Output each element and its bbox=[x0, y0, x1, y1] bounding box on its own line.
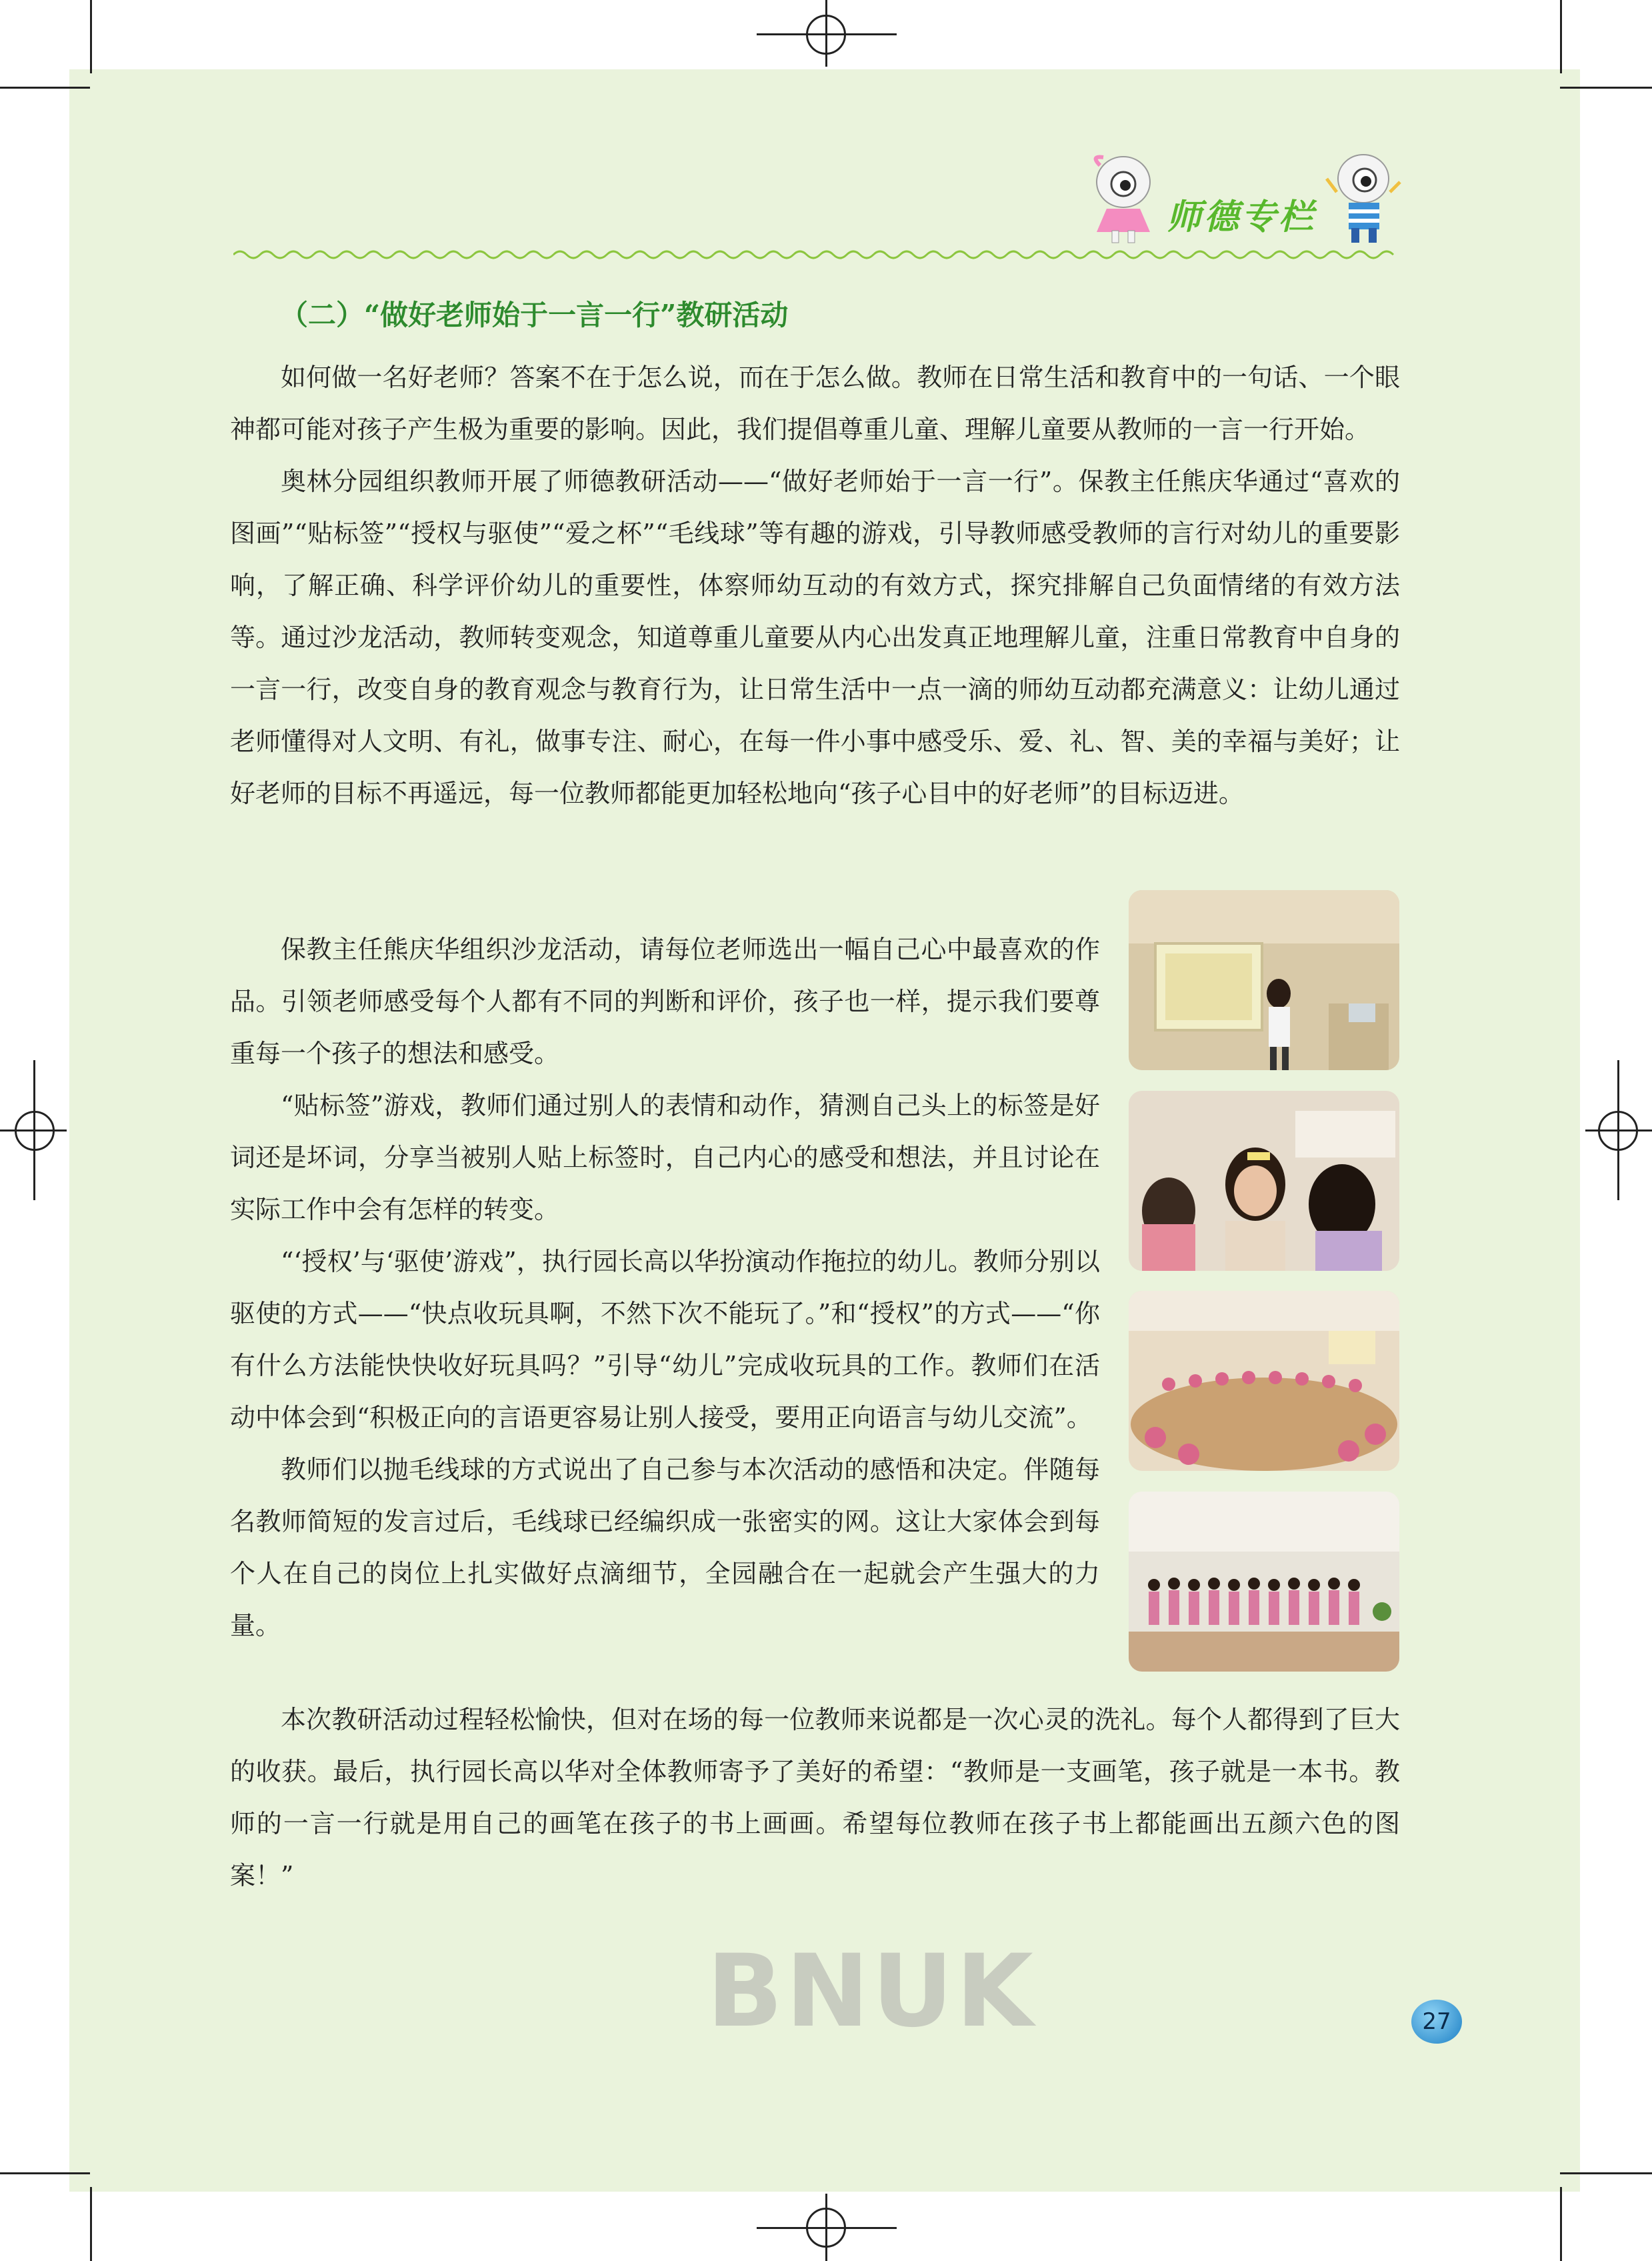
paragraph-7: 本次教研活动过程轻松愉快，但对在场的每一位教师来说都是一次心灵的洗礼。每个人都得到了巨大的收获。最后，执行园长高以华对全体教师寄予了美好的希望：“教师是一支画笔，孩子就是一本书。教师的一言一行就是用自己的画笔在孩子的书上画画。希望每位教师在孩子书上都能画出五颜六色的图案！” bbox=[230, 1705, 1400, 1890]
wave-divider bbox=[233, 247, 1400, 263]
section-title: （二）“做好老师始于一言一行”教研活动 bbox=[280, 299, 789, 331]
photo-yarn-ball-game bbox=[1129, 1492, 1399, 1672]
photo-label-game bbox=[1129, 1091, 1399, 1271]
paragraph-3: 保教主任熊庆华组织沙龙活动，请每位老师选出一幅自己心中最喜欢的作品。引领老师感受每个人都有不同的判断和评价，孩子也一样，提示我们要尊重每一个孩子的想法和感受。 bbox=[230, 935, 1100, 1068]
body-text-top bbox=[230, 351, 1400, 819]
photo-salon-presentation bbox=[1129, 890, 1399, 1070]
mascot-boy-icon bbox=[1323, 152, 1403, 245]
paragraph-4: “贴标签”游戏，教师们通过别人的表情和动作，猜测自己头上的标签是好词还是坏词，分享当被别人贴上标签时，自己内心的感受和想法，并且讨论在实际工作中会有怎样的转变。 bbox=[230, 1091, 1100, 1224]
page-number: 27 bbox=[1411, 2000, 1462, 2044]
mascot-girl-icon bbox=[1087, 152, 1160, 245]
body-text-bottom bbox=[230, 1694, 1400, 1902]
column-title: 师德专栏 bbox=[1167, 197, 1317, 237]
paragraph-6: 教师们以抛毛线球的方式说出了自己参与本次活动的感悟和决定。伴随每名教师简短的发言过后，毛线球已经编织成一张密实的网。这让大家体会到每个人在自己的岗位上扎实做好点滴细节，全园融合在一起就会产生强大的力量。 bbox=[230, 1455, 1100, 1640]
paragraph-1: 如何做一名好老师？答案不在于怎么说，而在于怎么做。教师在日常生活和教育中的一句话、一个眼神都可能对孩子产生极为重要的影响。因此，我们提倡尊重儿童、理解儿童要从教师的一言一行开始。 bbox=[230, 363, 1400, 444]
column-header bbox=[1087, 152, 1407, 245]
paragraph-5: “‘授权’与‘驱使’游戏”，执行园长高以华扮演动作拖拉的幼儿。教师分别以驱使的方式——“快点收玩具啊，不然下次不能玩了。”和“授权”的方式——“你有什么方法能快快收好玩具吗？”引导“幼儿”完成收玩具的工作。教师们在活动中体会到“积极正向的言语更容易让别人接受，要用正向语言与幼儿交流”。 bbox=[230, 1247, 1100, 1432]
paragraph-2: 奥林分园组织教师开展了师德教研活动——“做好老师始于一言一行”。保教主任熊庆华通过“喜欢的图画”“贴标签”“授权与驱使”“爱之杯”“毛线球”等有趣的游戏，引导教师感受教师的言行对幼儿的重要影响，了解正确、科学评价幼儿的重要性，体察师幼互动的有效方式，探究排解自己负面情绪的有效方法等。通过沙龙活动，教师转变观念，知道尊重儿童要从内心出发真正地理解儿童，注重日常教育中自身的一言一行，改变自身的教育观念与教育行为，让日常生活中一点一滴的师幼互动都充满意义：让幼儿通过老师懂得对人文明、有礼，做事专注、耐心，在每一件小事中感受乐、爱、礼、智、美的幸福与美好；让好老师的目标不再遥远，每一位教师都能更加轻松地向“孩子心目中的好老师”的目标迈进。 bbox=[230, 467, 1400, 808]
body-text-narrow bbox=[230, 923, 1100, 1652]
watermark-logo: BNUK bbox=[707, 1934, 1036, 2050]
photo-circle-activity bbox=[1129, 1291, 1399, 1471]
